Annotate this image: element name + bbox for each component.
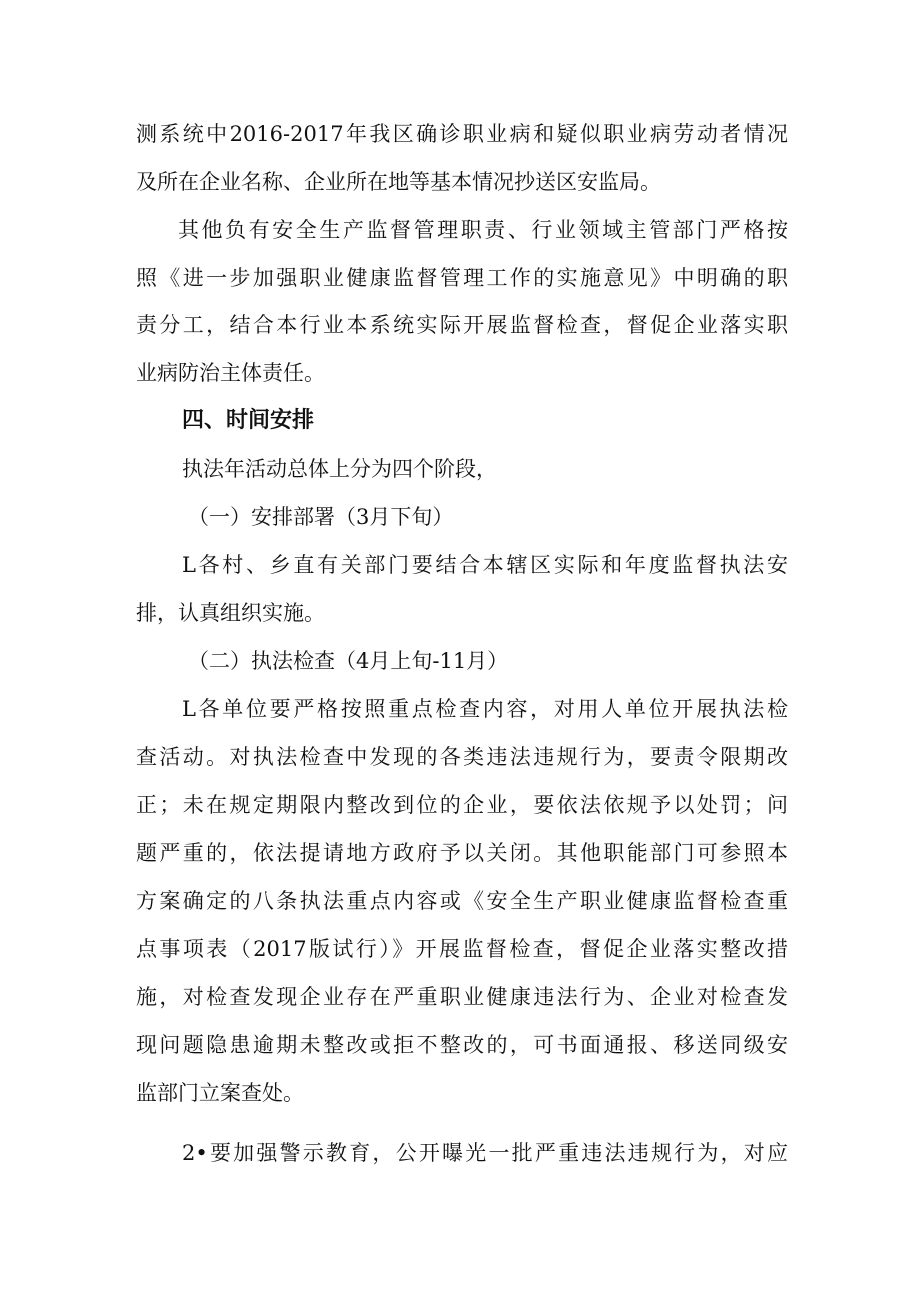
body-text-line: 照《进一步加强职业健康监督管理工作的实施意见》中明确的职 — [136, 266, 788, 290]
paragraph-first-line: 执法年活动总体上分为四个阶段， — [182, 457, 497, 481]
body-text-line: 测系统中2016-2017年我区确诊职业病和疑似职业病劳动者情况 — [136, 122, 788, 146]
body-text-line: 监部门立案查处。 — [136, 1081, 304, 1105]
body-text-line: 责分工，结合本行业本系统实际开展监督检查，督促企业落实职 — [136, 313, 788, 337]
body-text-line: 现问题隐患逾期未整改或拒不整改的，可书面通报、移送同级安 — [136, 1033, 788, 1057]
body-text-line: 业病防治主体责任。 — [136, 361, 325, 385]
body-text-line: 正；未在规定期限内整改到位的企业，要依法依规予以处罚；问 — [136, 793, 788, 817]
subsection-heading: （二）执法检查（4月上旬-11月） — [188, 649, 509, 673]
body-text-line: 题严重的，依法提请地方政府予以关闭。其他职能部门可参照本 — [136, 841, 788, 865]
paragraph-first-line: L各单位要严格按照重点检查内容，对用人单位开展执法检 — [182, 697, 788, 721]
body-text-line: 查活动。对执法检查中发现的各类违法违规行为，要责令限期改 — [136, 745, 788, 769]
paragraph-first-line: 2•要加强警示教育，公开曝光一批严重违法违规行为，对应 — [182, 1141, 788, 1165]
paragraph-first-line: L各村、乡直有关部门要结合本辖区实际和年度监督执法安 — [182, 553, 788, 577]
paragraph-first-line: 其他负有安全生产监督管理职责、行业领域主管部门严格按 — [178, 218, 788, 242]
subsection-heading: （一）安排部署（3月下旬） — [188, 505, 454, 529]
body-text-line: 点事项表（2017版试行）》开展监督检查，督促企业落实整改措 — [136, 937, 788, 961]
body-text-line: 排，认真组织实施。 — [136, 601, 325, 625]
section-heading: 四、时间安排 — [182, 408, 315, 433]
body-text-line: 方案确定的八条执法重点内容或《安全生产职业健康监督检查重 — [136, 889, 788, 913]
body-text-line: 施，对检查发现企业存在严重职业健康违法行为、企业对检查发 — [136, 985, 788, 1009]
body-text-line: 及所在企业名称、企业所在地等基本情况抄送区安监局。 — [136, 170, 661, 194]
